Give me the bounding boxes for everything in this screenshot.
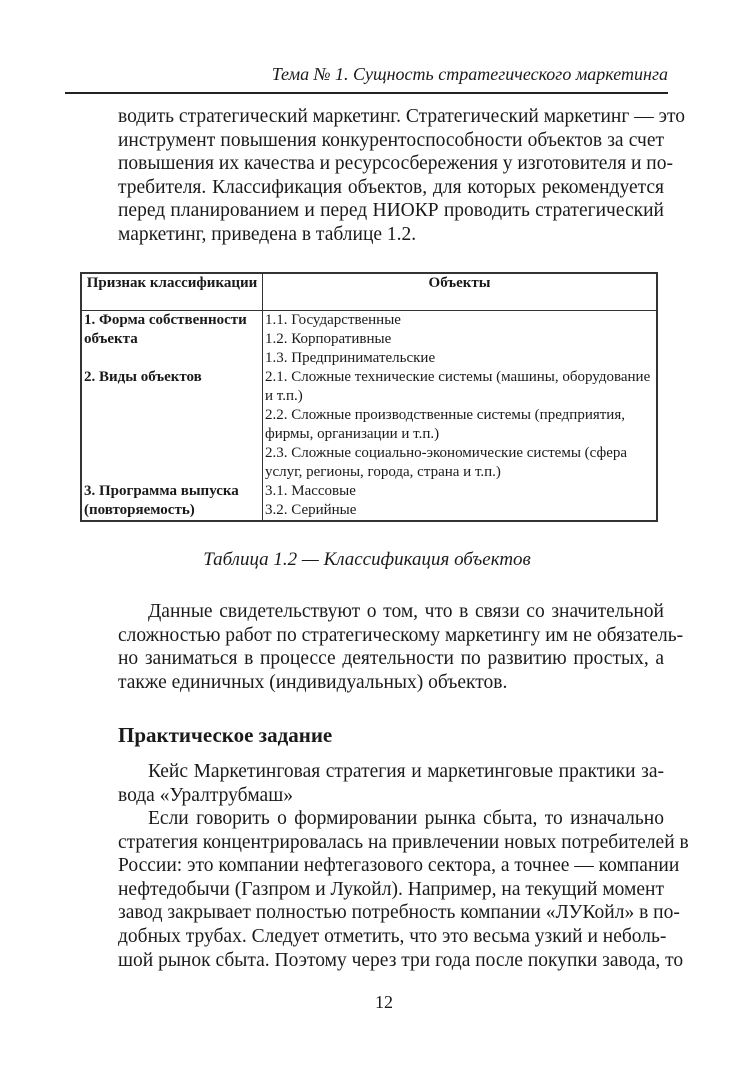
running-header: Тема № 1. Сущность стратегического маркетинга <box>271 64 668 84</box>
paragraph-3 <box>118 760 664 807</box>
text-line: завод закрывает полностью потребность компании «ЛУКойл» в по- <box>118 902 680 924</box>
text-line: но заниматься в процессе деятельности по развитию простых, а <box>118 648 664 670</box>
text-line: требителя. Классификация объектов, для которых рекомендуется <box>118 176 664 198</box>
text-line: Кейс Маркетинговая стратегия и маркетинговые практики за- <box>148 761 664 782</box>
paragraph-4 <box>118 807 689 972</box>
text-line: добных трубах. Следует отметить, что это весьма узкий и неболь- <box>118 925 667 947</box>
criterion-cell: 1. Форма собственности объекта <box>81 311 263 369</box>
objects-cell <box>263 482 658 521</box>
paragraph-2 <box>118 600 684 694</box>
text-line: сложностью работ по стратегическому маркетингу им не обязатель- <box>118 624 684 646</box>
object-item: 2.3. Сложные социально-экономические системы (сфера услуг, регионы, города, страна и т.п.) <box>265 445 628 480</box>
object-item: 2.1. Сложные технические системы (машины, оборудование и т.п.) <box>265 369 651 404</box>
text-line: маркетинг, приведена в таблице 1.2. <box>118 223 417 245</box>
table-row <box>81 482 657 521</box>
object-item: 3.2. Серийные <box>265 502 357 518</box>
text-line: также единичных (индивидуальных) объектов. <box>118 671 508 693</box>
table-row <box>81 368 657 482</box>
text-line: инструмент повышения конкурентоспособности объектов за счет <box>118 129 664 151</box>
table-row <box>81 311 657 369</box>
column-header: Признак классификации <box>81 273 263 311</box>
text-line: Если говорить о формировании рынка сбыта, то изначально <box>148 808 664 829</box>
criterion-cell: 3. Программа выпуска (повторяемость) <box>81 482 263 521</box>
objects-cell <box>263 311 658 369</box>
header-rule <box>65 92 668 94</box>
text-line: повышения их качества и ресурсосбережения у изготовителя и по- <box>118 153 673 175</box>
object-item: 2.2. Сложные производственные системы (предприятия, фирмы, организации и т.п.) <box>265 407 625 442</box>
page-number: 12 <box>375 992 393 1012</box>
text-line: нефтедобычи (Газпром и Лукойл). Например, на текущий момент <box>118 878 664 900</box>
text-line: шой рынок сбыта. Поэтому через три года после покупки завода, то <box>118 949 684 971</box>
table-caption: Таблица 1.2 — Классификация объектов <box>203 549 531 570</box>
objects-cell <box>263 368 658 482</box>
classification-table <box>80 272 658 522</box>
object-item: 1.3. Предпринимательские <box>265 350 436 366</box>
criterion-cell: 2. Виды объектов <box>81 368 263 482</box>
text-line: перед планированием и перед НИОКР проводить стратегический <box>118 200 664 222</box>
text-line: водить стратегический маркетинг. Стратегический маркетинг — это <box>118 106 685 127</box>
text-line: Данные свидетельствуют о том, что в связи со значительной <box>148 601 664 622</box>
object-item: 1.1. Государственные <box>265 312 401 328</box>
text-line: стратегия концентрировалась на привлечении новых потребителей в <box>118 831 689 853</box>
text-line: России: это компании нефтегазового сектора, а точнее — компании <box>118 855 680 877</box>
paragraph-1 <box>118 105 685 247</box>
object-item: 3.1. Массовые <box>265 483 356 499</box>
column-header: Объекты <box>263 273 658 311</box>
table-header-row <box>81 273 657 311</box>
text-line: вода «Уралтрубмаш» <box>118 784 293 806</box>
section-heading: Практическое задание <box>118 723 333 747</box>
object-item: 1.2. Корпоративные <box>265 331 392 347</box>
